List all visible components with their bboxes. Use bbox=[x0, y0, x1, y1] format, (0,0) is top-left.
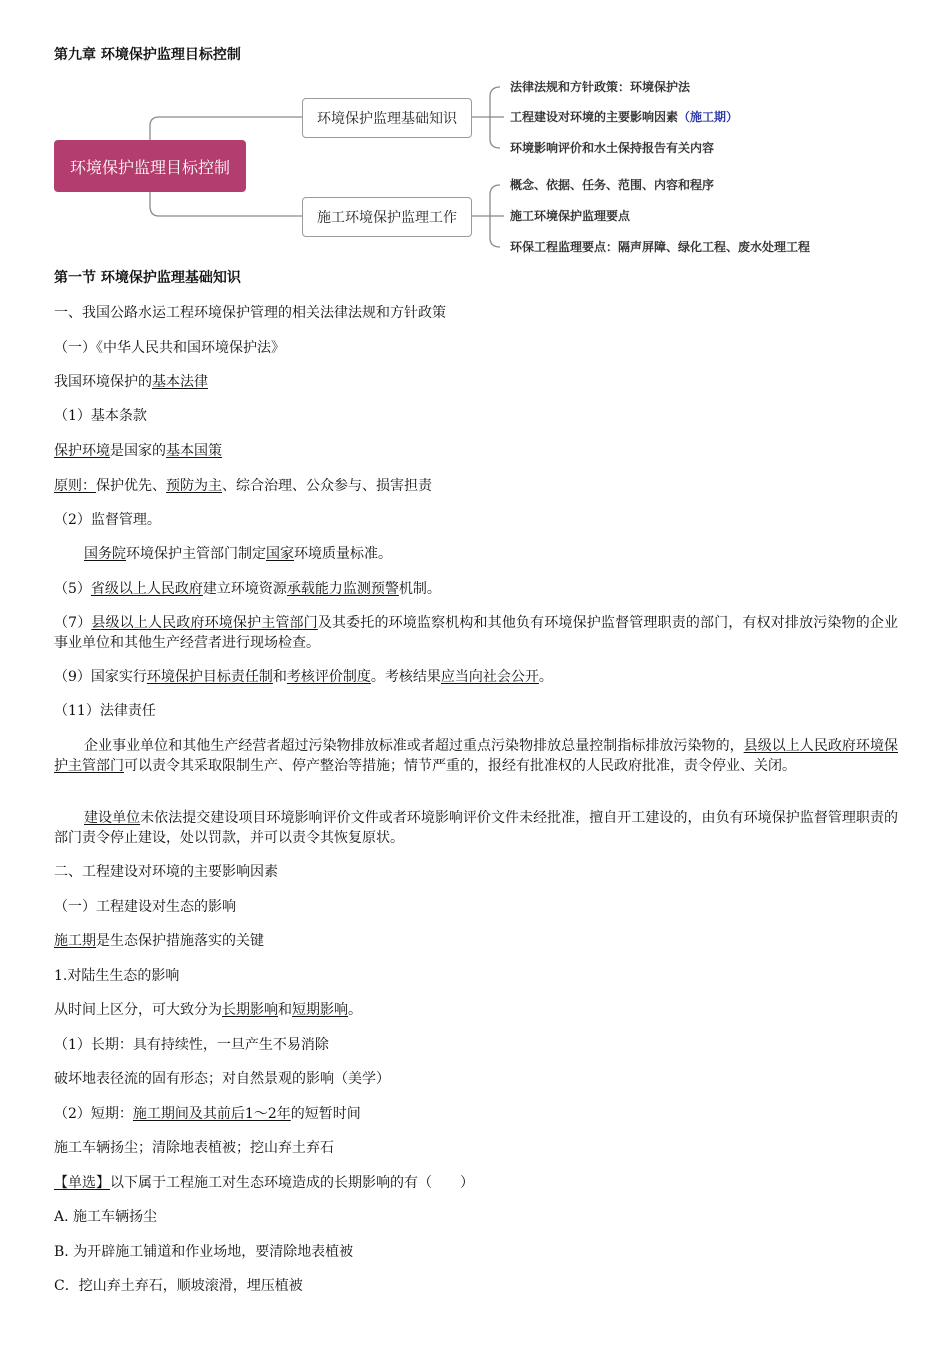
leaf-impact-open: （ bbox=[678, 110, 691, 124]
heading-env-law: （一）《中华人民共和国环境保护法》 bbox=[54, 340, 285, 356]
underlined-term: 施工期间及其前后1～2年 bbox=[132, 1106, 291, 1122]
underlined-term: 基本法律 bbox=[152, 374, 208, 390]
para-basic-law bbox=[54, 372, 208, 392]
leaf-impact-highlight: 施工期 bbox=[690, 110, 727, 124]
underlined-term: 保护环境 bbox=[54, 443, 110, 459]
mind-map-leaf-concepts: 概念、依据、任务、范围、内容和程序 bbox=[510, 178, 715, 192]
para-national-policy bbox=[54, 441, 222, 461]
para-state-council bbox=[84, 544, 392, 564]
text: （5） bbox=[54, 581, 91, 597]
mind-map-leaf-law: 法律法规和方针政策：环境保护法 bbox=[510, 80, 691, 94]
connector-root-branch1 bbox=[150, 117, 302, 140]
text: 。 bbox=[538, 669, 553, 685]
heading-eco-impact: （一）工程建设对生态的影响 bbox=[54, 899, 236, 915]
heading-laws: 一、我国公路水运工程环境保护管理的相关法律法规和方针政策 bbox=[54, 305, 446, 321]
mind-map-branch-work: 施工环境保护监理工作 bbox=[302, 197, 472, 237]
mind-map bbox=[54, 76, 854, 262]
text: 未依法提交建设项目环境影响评价文件或者环境影响评价文件未经批准，擅自开工建设的，由负有环境保护监督管理职责的部门责令停止建设，处以罚款，并可以责令其恢复原状。 bbox=[54, 810, 898, 846]
option-a: A. 施工车辆扬尘 bbox=[54, 1209, 158, 1225]
underlined-term: 国家 bbox=[266, 546, 294, 562]
text: 、综合治理、公众参与、损害担责 bbox=[222, 478, 432, 494]
para-time-division bbox=[54, 1000, 362, 1020]
text: 建立环境资源 bbox=[202, 581, 287, 597]
text: 及其委托的环境监察机构和其他负有环境保护监督管理职责的部门，有权对排放污染物的企业事业单位和其他生产经营者进行现场检查。 bbox=[54, 615, 898, 651]
text: 以下属于工程施工对生态环境造成的长期影响的有（ ） bbox=[110, 1175, 474, 1191]
text: 从时间上区分，可大致分为 bbox=[54, 1002, 222, 1018]
question-stem bbox=[54, 1173, 474, 1193]
text: （7） bbox=[54, 615, 92, 631]
text: 可以责令其采取限制生产、停产整治等措施；情节严重的，报经有批准权的人民政府批准，责令停业、关闭。 bbox=[124, 758, 796, 774]
text: 我国环境保护的 bbox=[54, 374, 152, 390]
text: 的短暂时间 bbox=[290, 1106, 361, 1122]
text: 机制。 bbox=[398, 581, 441, 597]
section-title: 第一节 环境保护监理基础知识 bbox=[54, 270, 241, 286]
option-c: C．挖山弃土弃石，顺坡滚滑，埋压植被 bbox=[54, 1278, 303, 1294]
text: 企业事业单位和其他生产经营者超过污染物排放标准或者超过重点污染物排放总量控制指标排放污染物的， bbox=[84, 738, 744, 754]
leaf-impact-close: ） bbox=[726, 110, 739, 124]
item-7 bbox=[54, 613, 898, 653]
item-legal-liability: （11）法律责任 bbox=[54, 703, 156, 719]
para-liability-enterprise bbox=[54, 736, 898, 776]
option-b: B. 为开辟施工铺道和作业场地，要清除地表植被 bbox=[54, 1244, 354, 1260]
text: 是生态保护措施落实的关键 bbox=[96, 933, 264, 949]
mind-map-leaf-impact bbox=[510, 109, 738, 125]
para-long-term-detail: 破坏地表径流的固有形态；对自然景观的影响（美学） bbox=[54, 1071, 390, 1087]
item-supervision: （2）监督管理。 bbox=[54, 512, 161, 528]
item-long-term: （1）长期：具有持续性，一旦产生不易消除 bbox=[54, 1037, 329, 1053]
item-5 bbox=[54, 579, 441, 599]
underlined-term: 短期影响 bbox=[292, 1002, 348, 1018]
para-construction-key bbox=[54, 931, 264, 951]
text: 环境保护主管部门制定 bbox=[126, 546, 266, 562]
text: 和 bbox=[278, 1002, 292, 1018]
underlined-term: 施工期 bbox=[54, 933, 96, 949]
underlined-term: 考核评价制度 bbox=[286, 669, 371, 685]
text: （2）短期： bbox=[54, 1106, 133, 1122]
text: （9）国家实行 bbox=[54, 669, 147, 685]
text: 。 bbox=[348, 1002, 362, 1018]
heading-land-eco: 1.对陆生生态的影响 bbox=[54, 968, 180, 984]
mind-map-root: 环境保护监理目标控制 bbox=[54, 140, 246, 192]
underlined-term: 承载能力监测预警 bbox=[286, 581, 399, 597]
underlined-term: 省级以上人民政府 bbox=[90, 581, 203, 597]
mind-map-leaf-key-points: 施工环境保护监理要点 bbox=[510, 209, 631, 223]
chapter-title: 第九章 环境保护监理目标控制 bbox=[54, 47, 241, 63]
para-principles bbox=[54, 476, 432, 496]
underlined-term: 预防为主 bbox=[166, 478, 222, 494]
underlined-term: 国务院 bbox=[84, 546, 126, 562]
question-tag: 【单选】 bbox=[54, 1175, 110, 1191]
underlined-term: 应当向社会公开 bbox=[440, 669, 539, 685]
underlined-term: 长期影响 bbox=[222, 1002, 278, 1018]
text: 环境质量标准。 bbox=[294, 546, 392, 562]
item-basic-clause: （1）基本条款 bbox=[54, 408, 147, 424]
mind-map-leaf-eia: 环境影响评价和水土保持报告有关内容 bbox=[510, 141, 715, 155]
underlined-term: 县级以上人民政府环境保护主管部门 bbox=[54, 738, 899, 774]
underlined-term: 县级以上人民政府环境保护主管部门 bbox=[91, 615, 318, 631]
text: 。考核结果 bbox=[370, 669, 441, 685]
underlined-term: 基本国策 bbox=[166, 443, 222, 459]
text: 保护优先、 bbox=[96, 478, 166, 494]
para-short-term-detail: 施工车辆扬尘；清除地表植被；挖山弃土弃石 bbox=[54, 1140, 334, 1156]
text: 和 bbox=[272, 669, 287, 685]
leaf-impact-text: 工程建设对环境的主要影响因素 bbox=[510, 110, 679, 124]
item-short-term bbox=[54, 1104, 361, 1124]
mind-map-leaf-eco-works: 环保工程监理要点：隔声屏障、绿化工程、废水处理工程 bbox=[510, 240, 811, 254]
heading-impacts: 二、工程建设对环境的主要影响因素 bbox=[54, 864, 278, 880]
item-9 bbox=[54, 667, 553, 687]
underlined-term: 环境保护目标责任制 bbox=[146, 669, 273, 685]
underlined-term: 建设单位 bbox=[84, 810, 141, 826]
text: 是国家的 bbox=[110, 443, 166, 459]
mind-map-branch-basics: 环境保护监理基础知识 bbox=[302, 98, 472, 138]
underlined-term: 原则： bbox=[54, 478, 96, 494]
connector-root-branch2 bbox=[150, 192, 302, 216]
para-liability-builder bbox=[54, 808, 898, 848]
